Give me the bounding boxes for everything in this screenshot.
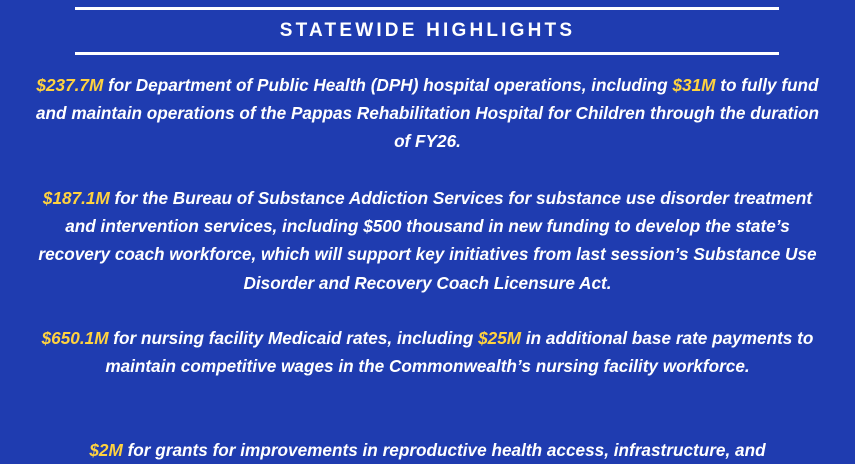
top-divider — [75, 7, 779, 10]
amount-highlight: $187.1M — [42, 188, 110, 208]
highlight-item-dph — [30, 71, 825, 156]
item-text: in additional base rate payments to maintain competitive wages in the Commonwealth’s nursing facility workforce. — [105, 328, 814, 377]
item-text: to fully fund and maintain operations of the Pappas Rehabilitation Hospital for Children through the duration of FY26. — [35, 75, 819, 152]
section-heading: STATEWIDE HIGHLIGHTS — [279, 20, 576, 41]
amount-highlight: $2M — [89, 440, 123, 460]
highlight-item-nursing — [30, 324, 825, 380]
highlight-item-bsas — [30, 184, 825, 297]
item-text: for nursing facility Medicaid rates, including — [108, 328, 479, 348]
bottom-divider — [75, 52, 779, 55]
amount-highlight: $25M — [478, 328, 522, 348]
item-text: for the Bureau of Substance Addiction Services for substance use disorder treatment and intervention services, including $500 thousand in new funding to develop the state’s recovery coach workforce, which will support key initiatives from last session’s Substance Use Disorder and Recovery Coach Licensure Act. — [38, 188, 817, 293]
highlight-item-reproductive — [30, 436, 825, 464]
item-text: for Department of Public Health (DPH) hospital operations, including — [103, 75, 673, 95]
item-text: for grants for improvements in reproductive health access, infrastructure, and — [122, 440, 766, 460]
amount-highlight: $650.1M — [41, 328, 109, 348]
amount-highlight: $31M — [672, 75, 716, 95]
amount-highlight: $237.7M — [36, 75, 104, 95]
